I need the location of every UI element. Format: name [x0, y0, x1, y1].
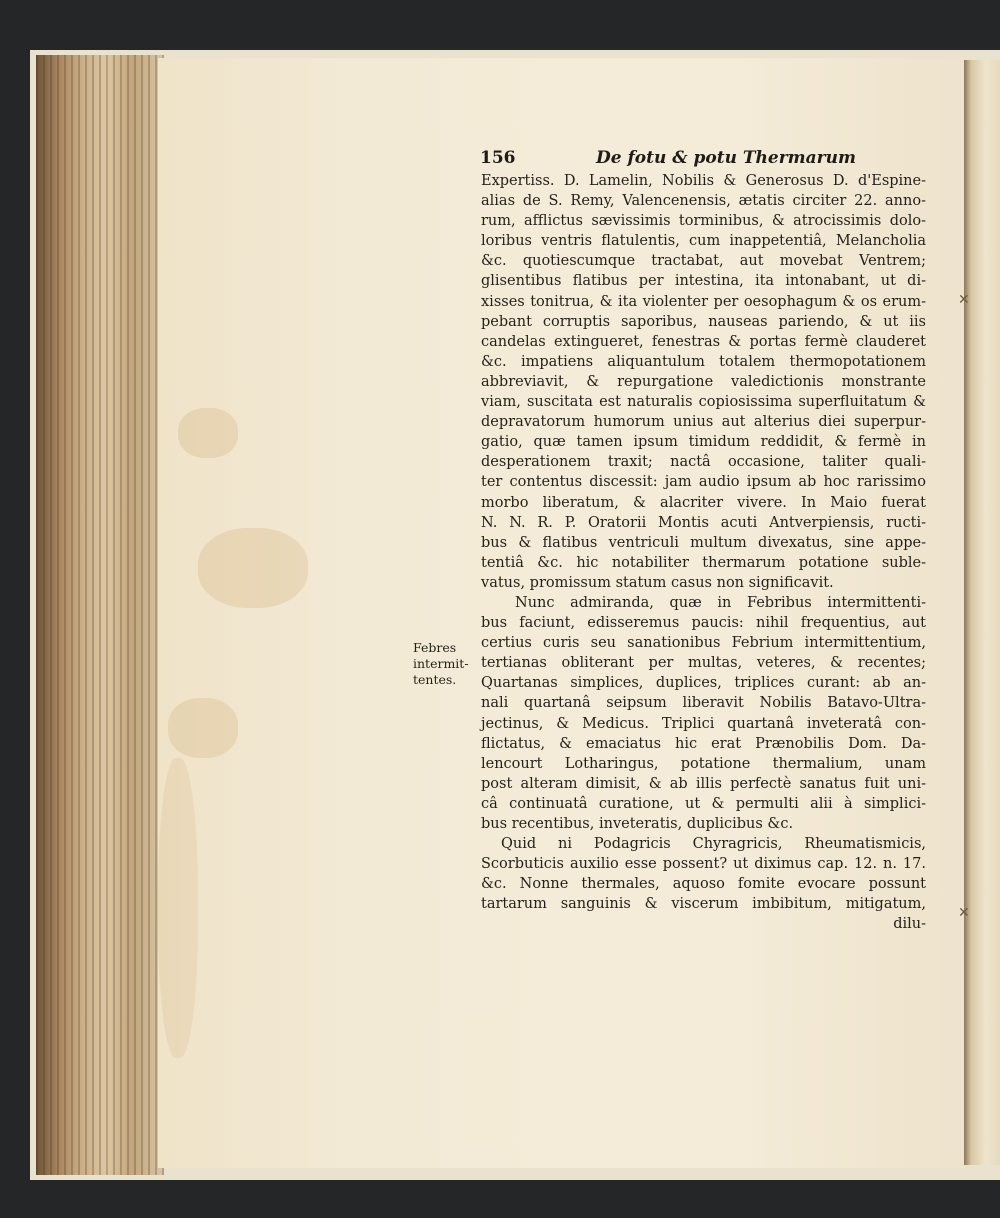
catchword: dilu-: [893, 916, 926, 933]
text-line: vatus, promissum statum casus non significavit.: [481, 574, 834, 591]
text-line: ter contentus discessit: jam audio ipsum ab hoc rarissimo: [481, 474, 926, 491]
text-line: certius curis seu sanationibus Febrium intermittentium,: [481, 635, 926, 652]
text-line: Quid ni Podagricis Chyragricis, Rheumatismicis,: [501, 836, 926, 853]
text-line: xisses tonitrua, & ita violenter per oesophagum & os erum-: [481, 293, 926, 310]
text-line: rum, afflictus sævissimis torminibus, & atrocissimis dolo-: [481, 213, 926, 230]
text-line: viam, suscitata est naturalis copiosissima superfluitatum &: [481, 394, 926, 411]
text-line: Scorbuticis auxilio esse possent? ut diximus cap. 12. n. 17.: [481, 856, 926, 873]
text-line: morbo liberatum, & alacriter vivere. In Maio fuerat: [481, 494, 926, 511]
text-line: câ continuatâ curatione, ut & permulti alii à simplici-: [481, 795, 926, 812]
text-line: loribus ventris flatulentis, cum inappetentiâ, Melancholia: [481, 233, 926, 250]
text-line: Nunc admiranda, quæ in Febribus intermittenti-: [515, 594, 926, 611]
text-line: bus faciunt, edisseremus paucis: nihil frequentius, aut: [481, 615, 926, 632]
text-line: tentiâ &c. hic notabiliter thermarum potatione suble-: [481, 554, 926, 571]
text-line: &c. impatiens aliquantulum totalem thermopotationem: [481, 353, 926, 370]
water-stain: [198, 528, 308, 608]
text-line: gatio, quæ tamen ipsum timidum reddidit, & fermè in: [481, 434, 926, 451]
text-line: Quartanas simplices, duplices, triplices curant: ab an-: [481, 675, 926, 692]
water-stain: [158, 758, 198, 1058]
text-line: post alteram dimisit, & ab illis perfectè sanatus fuit uni-: [481, 775, 926, 792]
text-line: tertianas obliterant per multas, veteres, & recentes;: [481, 655, 926, 672]
text-line: &c. Nonne thermales, aquoso fomite evocare possunt: [481, 876, 926, 893]
running-title: De fotu & potu Thermarum: [596, 148, 856, 168]
body-text: [481, 171, 926, 935]
text-line: desperationem traxit; nactâ occasione, taliter quali-: [481, 454, 926, 471]
text-line: bus & flatibus ventriculi multum divexatus, sine appe-: [481, 534, 926, 551]
page-header: [480, 148, 920, 170]
text-line: glisentibus flatibus per intestina, ita intonabant, ut di-: [481, 273, 926, 290]
text-line: alias de S. Remy, Valencenensis, ætatis circiter 22. anno-: [481, 193, 926, 210]
page-edges: [36, 55, 164, 1175]
text-line: flictatus, & emaciatus hic erat Prænobilis Dom. Da-: [481, 735, 926, 752]
text-line: tartarum sanguinis & viscerum imbibitum, mitigatum,: [481, 896, 926, 913]
text-line: depravatorum humorum unius aut alterius diei superpur-: [481, 414, 926, 431]
text-line: N. N. R. P. Oratorii Montis acuti Antverpiensis, ructi-: [481, 514, 926, 531]
binding-thread: ✕: [958, 905, 970, 921]
text-line: nali quartanâ seipsum liberavit Nobilis Batavo-Ultra-: [481, 695, 926, 712]
water-stain: [168, 698, 238, 758]
text-line: jectinus, & Medicus. Triplici quartanâ inveteratâ con-: [481, 715, 926, 732]
binding-thread: ✕: [958, 292, 970, 308]
water-stain: [178, 408, 238, 458]
page-number: 156: [480, 148, 516, 168]
margin-note: [413, 640, 469, 688]
text-line: &c. quotiescumque tractabat, aut movebat Ventrem;: [481, 253, 926, 270]
margin-note-line: Febres: [413, 640, 457, 655]
text-line: pebant corruptis saporibus, nauseas pariendo, & ut iis: [481, 313, 926, 330]
facing-page-edge: [964, 60, 1000, 1165]
text-line: lencourt Lotharingus, potatione thermalium, unam: [481, 755, 926, 772]
text-line: Expertiss. D. Lamelin, Nobilis & Generosus D. d'Espine-: [481, 173, 926, 189]
text-line: abbreviavit, & repurgatione valedictionis monstrante: [481, 373, 926, 390]
text-line: candelas extingueret, fenestras & portas fermè clauderet: [481, 333, 926, 350]
margin-note-line: intermit-: [413, 656, 469, 671]
text-line: bus recentibus, inveteratis, duplicibus &c.: [481, 816, 794, 832]
margin-note-line: tentes.: [413, 672, 457, 687]
